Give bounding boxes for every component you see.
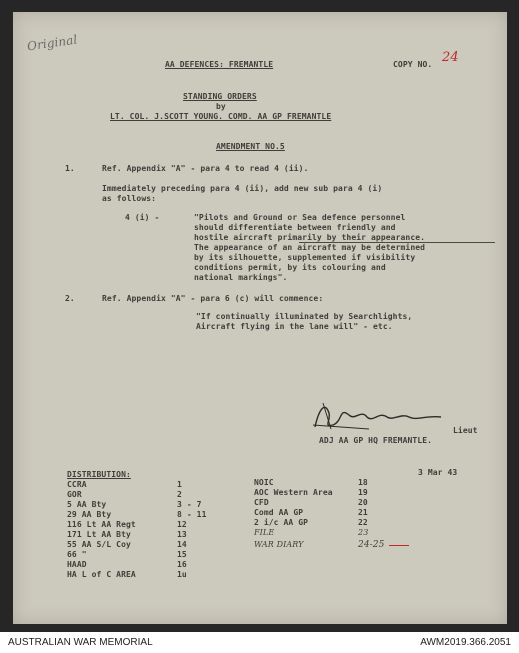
distribution-name: NOIC [254, 478, 274, 487]
item-2-number: 2. [65, 294, 75, 303]
quote-line: "Pilots and Ground or Sea defence personnel [194, 213, 406, 222]
distribution-copy-number: 2 [177, 490, 182, 499]
quote-line: Aircraft flying in the lane will" - etc. [196, 322, 393, 331]
quote-line: by its silhouette, supplemented if visibility [194, 253, 416, 262]
distribution-name: 55 AA S/L Coy [67, 540, 131, 549]
copy-label: COPY NO. [393, 60, 433, 69]
red-dash-mark [389, 545, 409, 546]
distribution-copy-number: 16 [177, 560, 187, 569]
archive-footer [0, 632, 519, 653]
quote-line: "If continually illuminated by Searchlights, [196, 312, 413, 321]
distribution-name: 66 " [67, 550, 87, 559]
quote-line: national markings". [194, 273, 288, 282]
distribution-name-handwritten: FILE [254, 528, 275, 537]
item-1-body-line: Immediately preceding para 4 (ii), add new sub para 4 (i) [102, 184, 383, 193]
archive-name: AUSTRALIAN WAR MEMORIAL [8, 637, 153, 648]
item-1-body-line: as follows: [102, 194, 157, 203]
distribution-name: 171 Lt AA Bty [67, 530, 131, 539]
distribution-name-handwritten: WAR DIARY [254, 540, 304, 549]
distribution-name: CCRA [67, 480, 87, 489]
sub-para-number: 4 (i) - [125, 213, 160, 222]
distribution-copy-number-handwritten: 23 [358, 528, 369, 537]
handwritten-signature [309, 395, 449, 435]
distribution-name: 116 Lt AA Regt [67, 520, 136, 529]
standing-orders-heading: STANDING ORDERS [183, 92, 257, 101]
commander-line: LT. COL. J.SCOTT YOUNG. COMD. AA GP FREMANTLE [110, 112, 332, 121]
distribution-name: GOR [67, 490, 82, 499]
item-2-reference: Ref. Appendix "A" - para 6 (c) will commence: [102, 294, 324, 303]
document-title: AA DEFENCES: FREMANTLE [165, 60, 274, 69]
distribution-copy-number: 14 [177, 540, 187, 549]
distribution-copy-number: 1 [177, 480, 182, 489]
quote-line: should differentiate between friendly and [194, 223, 396, 232]
distribution-name: CFD [254, 498, 269, 507]
document-page [13, 12, 507, 624]
item-1-reference: Ref. Appendix "A" - para 4 to read 4 (ii). [102, 164, 309, 173]
distribution-copy-number: 20 [358, 498, 368, 507]
distribution-name: 5 AA Bty [67, 500, 107, 509]
distribution-copy-number: 1u [177, 570, 187, 579]
quote-line: conditions permit, by its colouring and [194, 263, 386, 272]
distribution-copy-number: 12 [177, 520, 187, 529]
quote-line: hostile aircraft primarily by their appearance. [194, 233, 426, 242]
distribution-name: AOC Western Area [254, 488, 333, 497]
distribution-heading: DISTRIBUTION: [67, 470, 131, 479]
signatory-title: ADJ AA GP HQ FREMANTLE. [319, 436, 433, 445]
distribution-name: 29 AA Bty [67, 510, 112, 519]
distribution-copy-number: 18 [358, 478, 368, 487]
distribution-copy-number-handwritten: 24-25 [358, 540, 385, 550]
document-date: 3 Mar 43 [418, 468, 458, 477]
copy-number: 24 [442, 50, 459, 65]
distribution-name: HA L of C AREA [67, 570, 136, 579]
archive-reference: AWM2019.366.2051 [420, 637, 511, 648]
quote-line: The appearance of an aircraft may be determined [194, 243, 426, 252]
distribution-copy-number: 8 - 11 [177, 510, 207, 519]
underline-emphasis [299, 242, 495, 243]
distribution-copy-number: 3 - 7 [177, 500, 202, 509]
distribution-name: HAAD [67, 560, 87, 569]
distribution-name: Comd AA GP [254, 508, 304, 517]
distribution-copy-number: 19 [358, 488, 368, 497]
distribution-copy-number: 21 [358, 508, 368, 517]
item-1-number: 1. [65, 164, 75, 173]
distribution-copy-number: 22 [358, 518, 368, 527]
distribution-copy-number: 13 [177, 530, 187, 539]
handwritten-original-mark: Original [26, 32, 79, 54]
signatory-rank: Lieut [453, 426, 478, 435]
amendment-heading: AMENDMENT NO.5 [216, 142, 285, 151]
by-line: by [216, 102, 226, 111]
distribution-name: 2 i/c AA GP [254, 518, 309, 527]
distribution-copy-number: 15 [177, 550, 187, 559]
